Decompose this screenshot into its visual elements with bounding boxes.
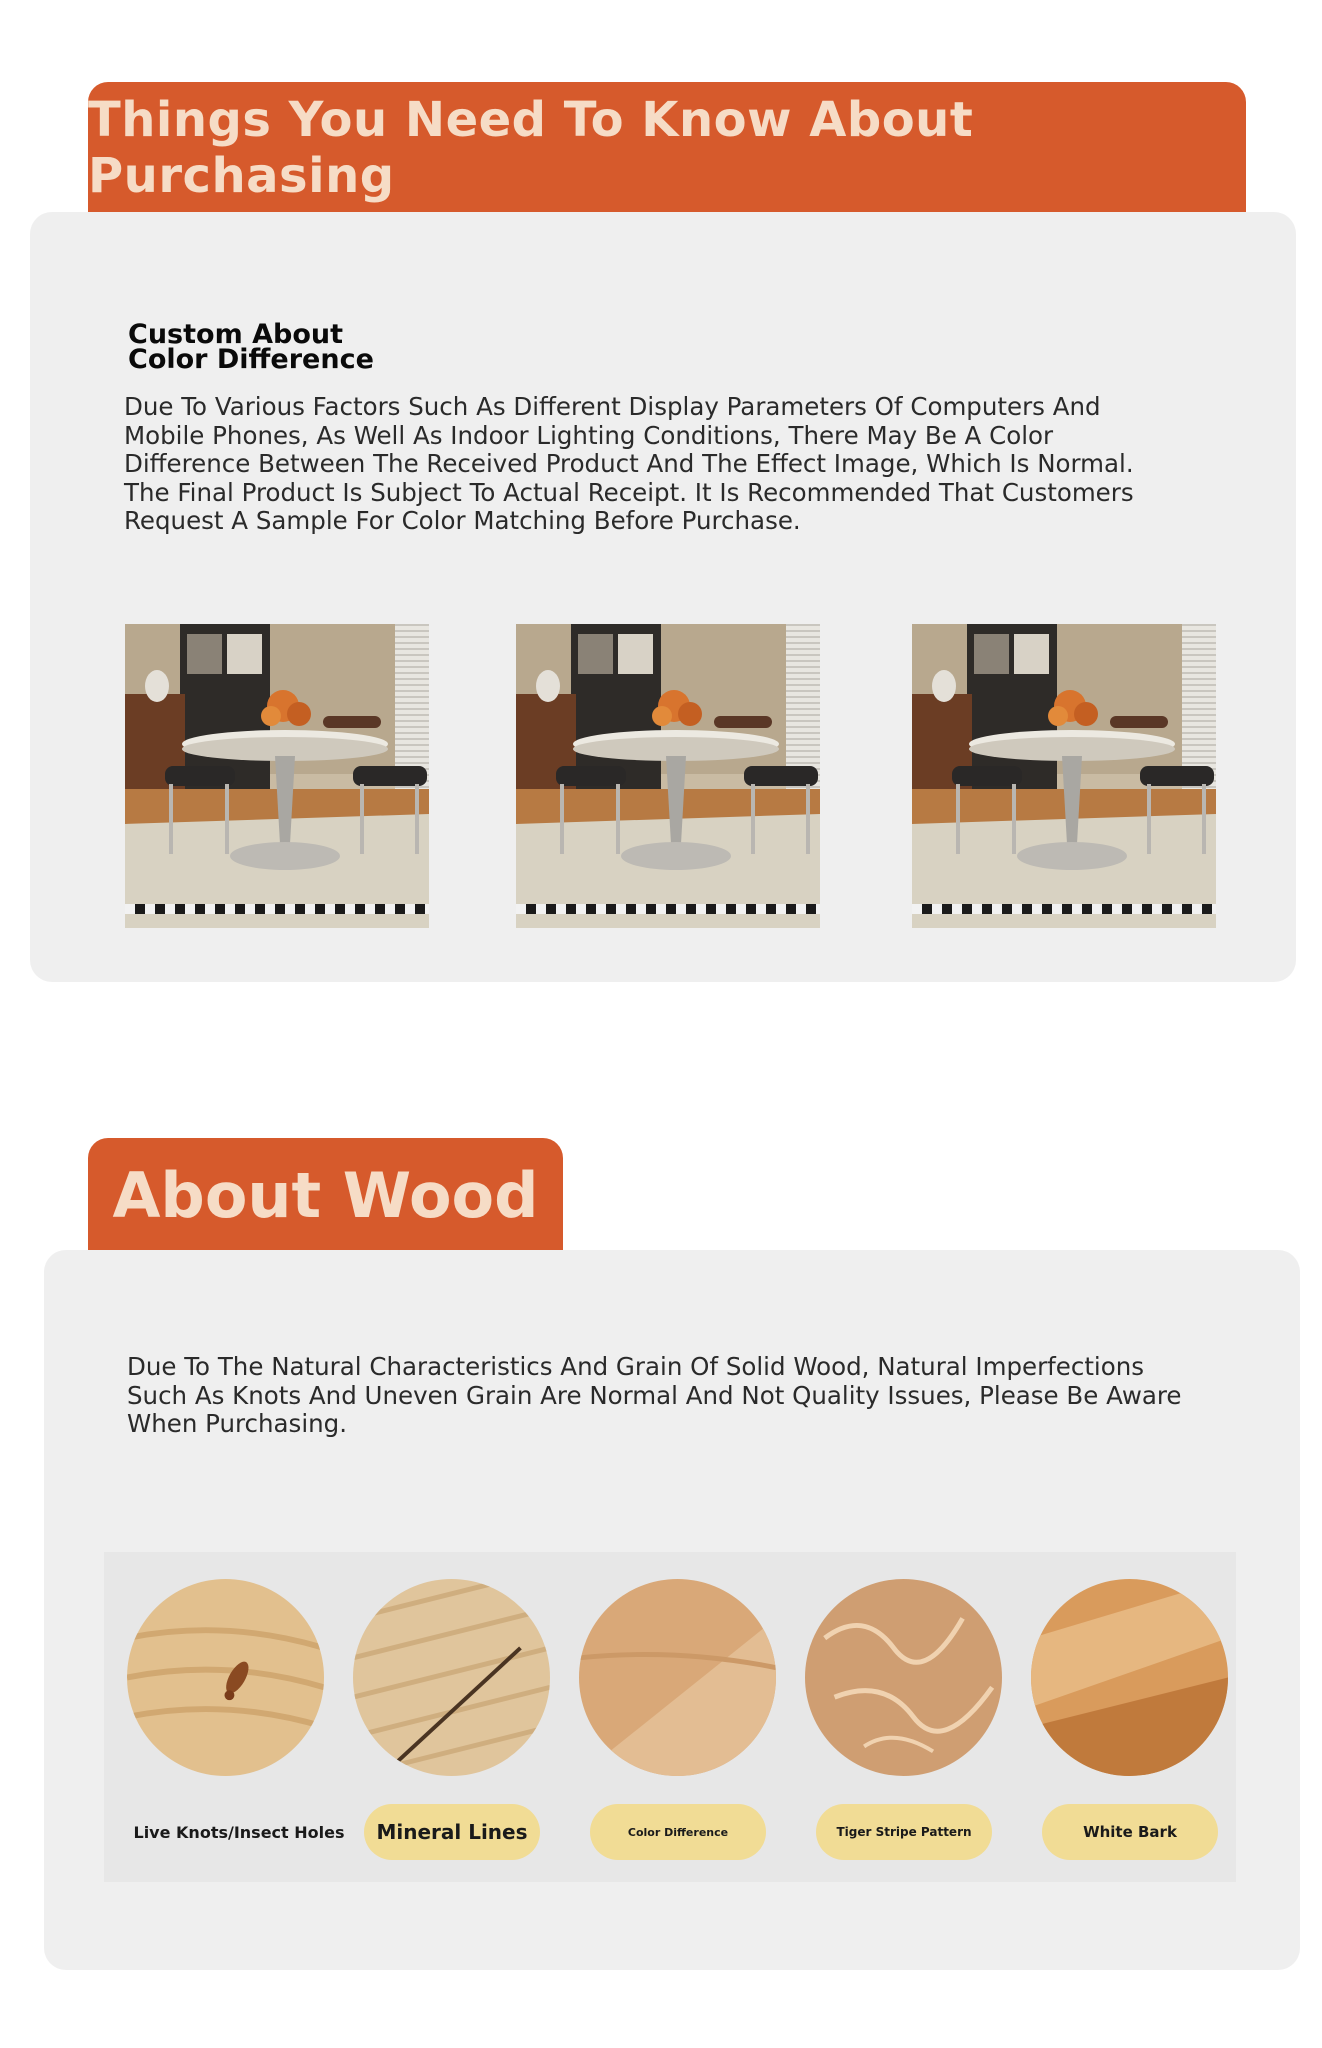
white-bark-wood-sample-image [1031,1579,1228,1776]
purchasing-notice-title: Things You Need To Know About Purchasing [88,92,974,204]
color-difference-wood-sample-image [579,1579,776,1776]
wood-type-label: Tiger Stripe Pattern [816,1804,992,1860]
dining-table-photo [125,624,429,928]
purchasing-notice-tab [88,82,1246,214]
about-wood-tab [88,1138,563,1252]
wood-type-label: Color Difference [590,1804,766,1860]
wood-type-label: White Bark [1042,1804,1218,1860]
color-difference-paragraph: Due To Various Factors Such As Different Display Parameters Of Computers And Mobile Phones, As Well As Indoor Lighting Conditions, There May Be A Color Difference Between The Received Product And The Effect Image, Which Is Normal. The Final Product Is Subject To Actual Receipt. It Is Recommended That Customers Request A Sample For Color Matching Before Purchase. [124,392,1134,536]
tiger-stripe-wood-sample-image [805,1579,1002,1776]
wood-type-label: Live Knots/Insect Holes [133,1822,345,1842]
knot-wood-sample-image [127,1579,324,1776]
mineral-lines-wood-sample-image [353,1579,550,1776]
dining-table-photo [912,624,1216,928]
about-wood-title: About Wood [112,1158,539,1232]
color-difference-heading: Custom About Color Difference [128,319,374,375]
dining-table-photo [516,624,820,928]
wood-type-label: Mineral Lines [364,1804,540,1860]
about-wood-paragraph: Due To The Natural Characteristics And Grain Of Solid Wood, Natural Imperfections Such As Knots And Uneven Grain Are Normal And Not Quality Issues, Please Be Aware When Purchasing. [127,1352,1182,1439]
